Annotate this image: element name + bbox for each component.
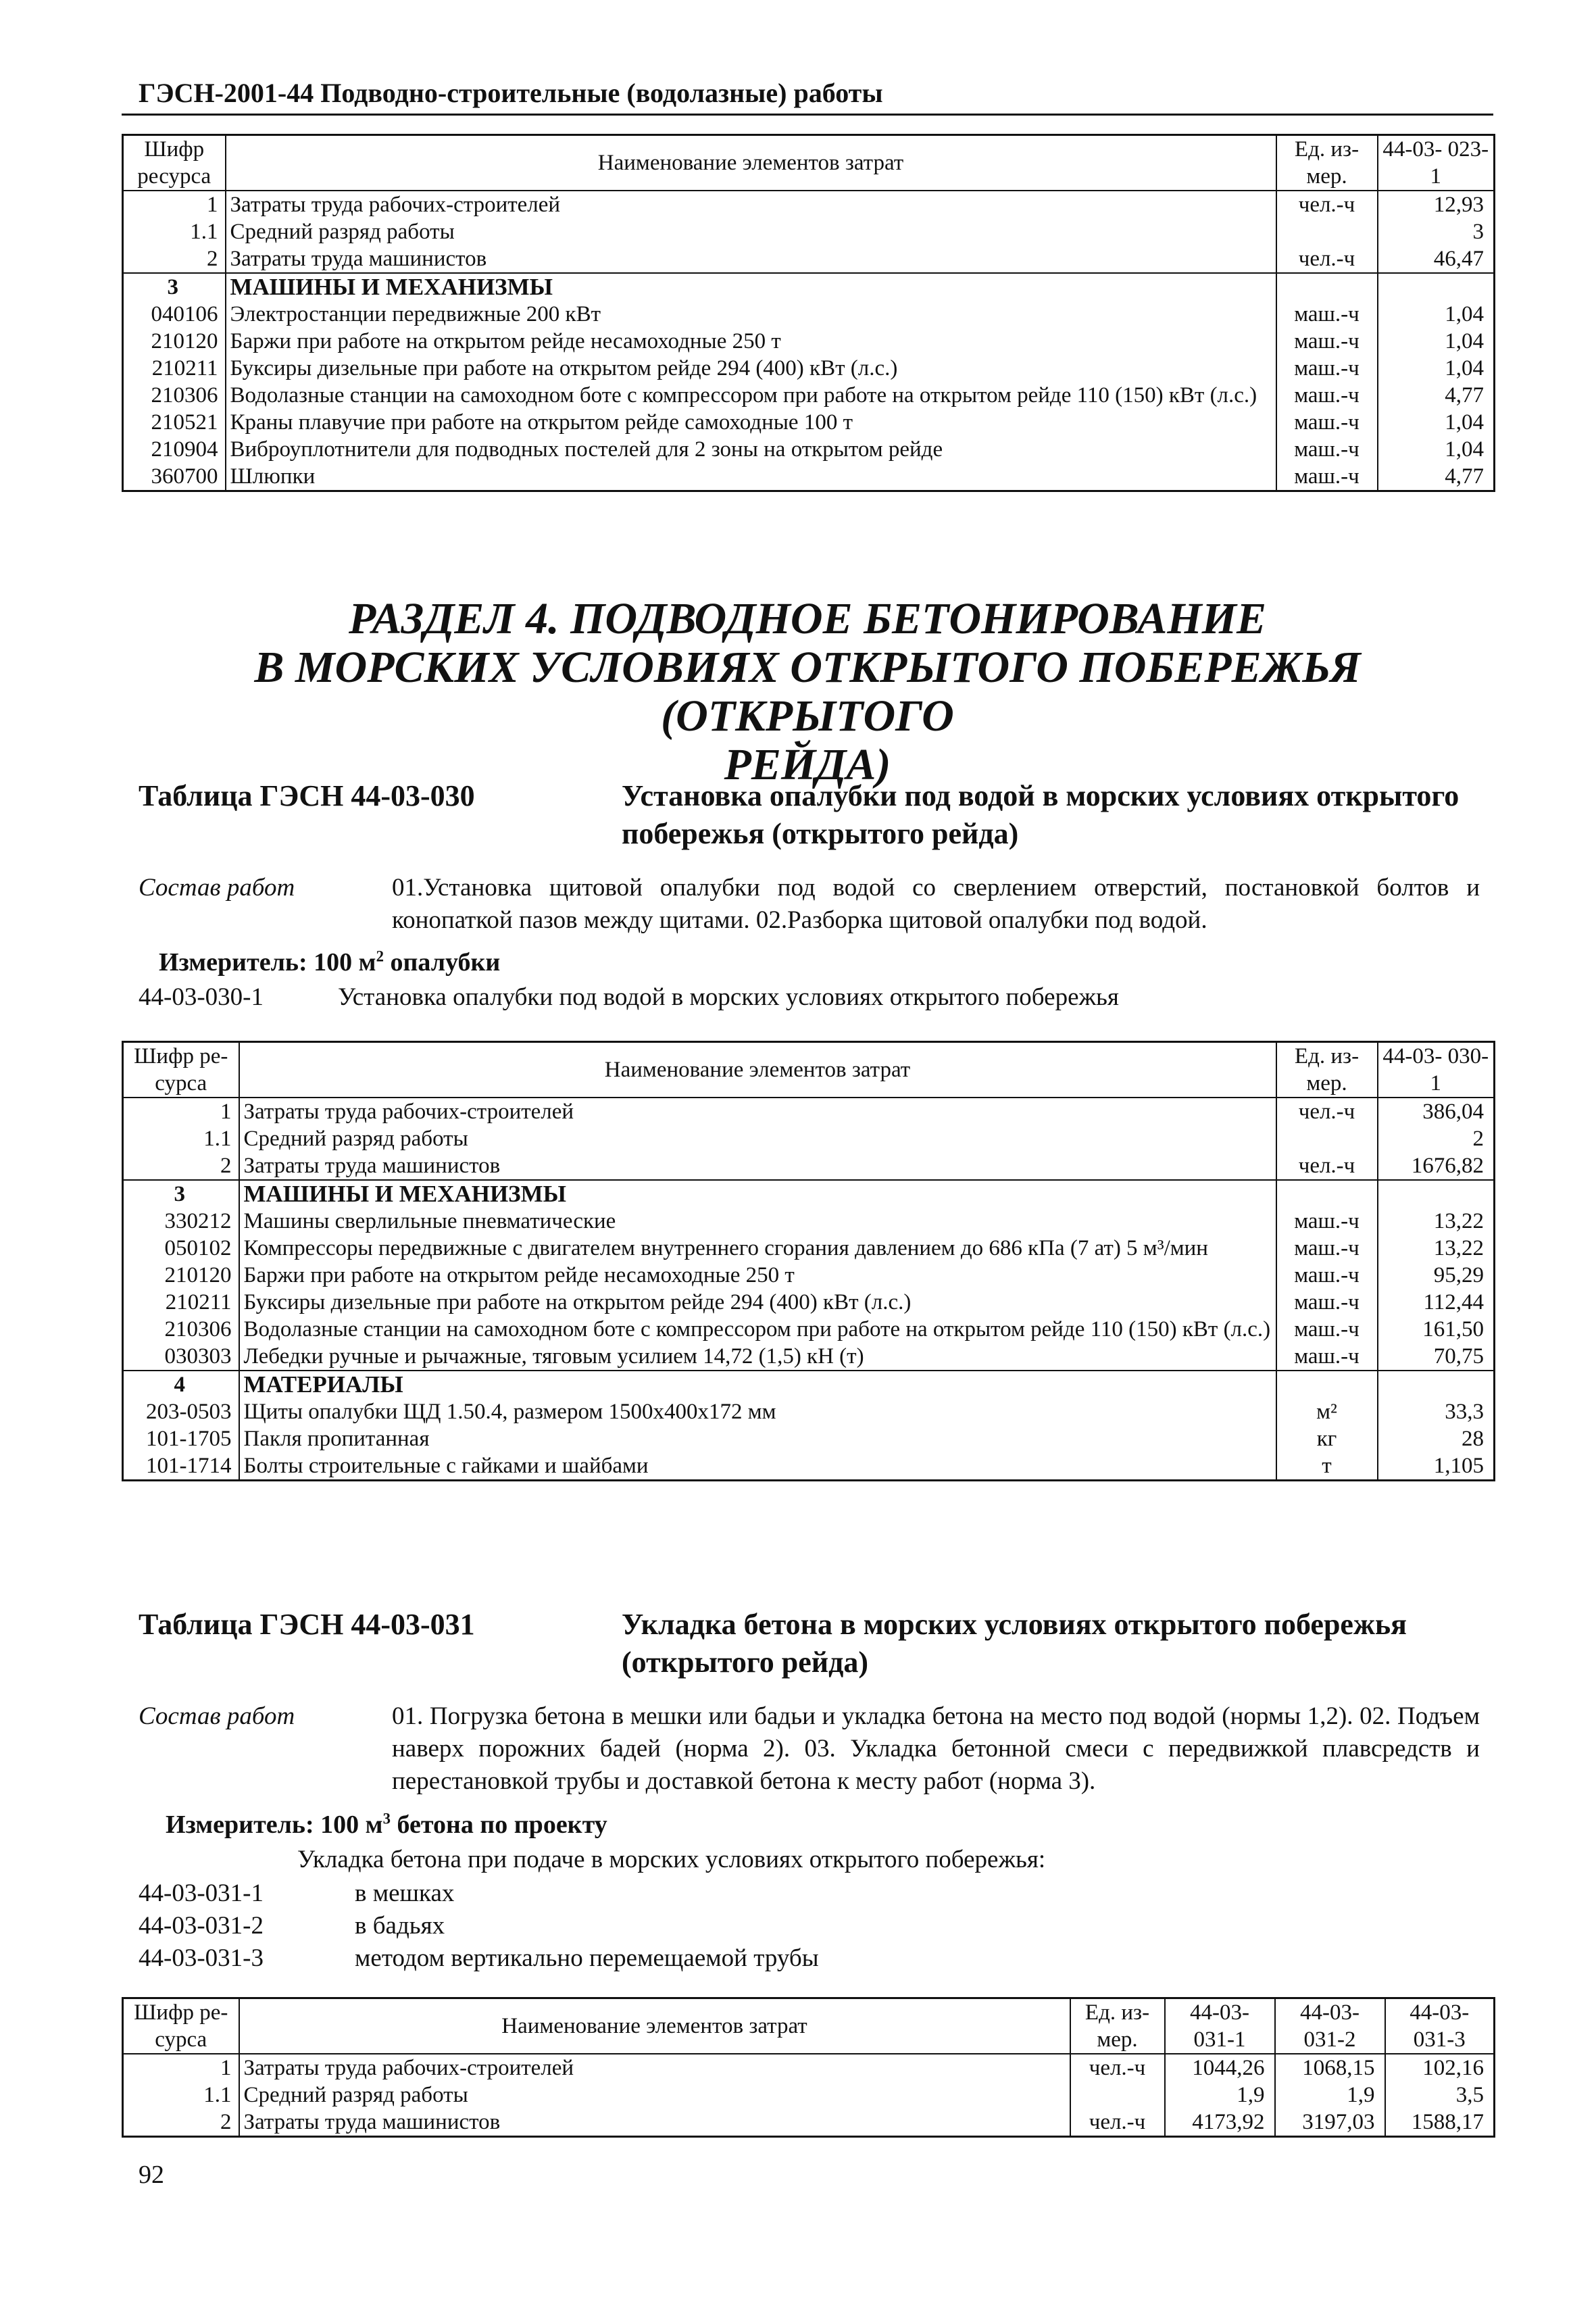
- row-value: 33,3: [1378, 1398, 1495, 1425]
- row-unit: [1276, 1371, 1378, 1398]
- row-name: Средний разряд работы: [239, 2082, 1070, 2109]
- running-header: ГЭСН-2001-44 Подводно-строительные (водолазные) работы: [139, 78, 883, 108]
- row-value: 1,04: [1378, 328, 1495, 355]
- composition-text: 01. Погрузка бетона в мешки или бадьи и укладка бетона на место под водой (нормы 1,2). 02. Подъем наверх порожних бадей (норма 2). 03. Укладка бетонной смеси с передвижкой плавсредств и перестановкой трубы и доставкой бетона к месту работ (норма 3).: [392, 1702, 1480, 1795]
- row-unit: [1276, 273, 1378, 301]
- row-value: [1378, 1371, 1495, 1398]
- row-code: 3: [123, 1180, 239, 1208]
- table-row: [123, 218, 1495, 245]
- col-header-value: 44-03- 030-1: [1378, 1042, 1495, 1098]
- row-unit: чел.-ч: [1276, 245, 1378, 273]
- row-unit: [1276, 218, 1378, 245]
- table-row: [123, 1343, 1495, 1371]
- meter-sup: 3: [382, 1810, 391, 1827]
- norm-code: 44-03-031-3: [139, 1944, 264, 1972]
- row-code: 2: [123, 245, 226, 273]
- row-unit: [1276, 1180, 1378, 1208]
- table-label: Таблица ГЭСН 44-03-031: [139, 1608, 475, 1641]
- row-unit: чел.-ч: [1070, 2054, 1165, 2082]
- table-row: [123, 1452, 1495, 1481]
- norm-code: 44-03-031-1: [139, 1879, 264, 1907]
- row-code: 1: [123, 2054, 239, 2082]
- meter-suffix: опалубки: [383, 948, 501, 977]
- norm-intro: Укладка бетона при подаче в морских условиях открытого побережья:: [297, 1846, 1046, 1873]
- col-header-value: 44-03- 031-3: [1385, 1998, 1495, 2054]
- row-code: 210521: [123, 409, 226, 436]
- norm-text: методом вертикально перемещаемой трубы: [355, 1944, 819, 1972]
- composition-label: Состав работ: [139, 1702, 295, 1730]
- row-name: Шлюпки: [226, 463, 1276, 491]
- table-section-row: [123, 273, 1495, 301]
- table-row: [123, 1235, 1495, 1262]
- row-name: Виброуплотнители для подводных постелей для 2 зоны на открытом рейде: [226, 436, 1276, 463]
- row-code: 4: [123, 1371, 239, 1398]
- table-row: [123, 1425, 1495, 1452]
- cost-table-030: [122, 1041, 1495, 1481]
- row-code: 2: [123, 2109, 239, 2137]
- row-unit: маш.-ч: [1276, 463, 1378, 491]
- row-unit: [1070, 2082, 1165, 2109]
- table-section-row: [123, 1371, 1495, 1398]
- meter-suffix: бетона по проекту: [390, 1811, 607, 1839]
- row-value: 4,77: [1378, 463, 1495, 491]
- row-value: [1378, 1180, 1495, 1208]
- row-code: 1: [123, 1098, 239, 1125]
- table-row: [123, 2109, 1495, 2137]
- row-unit: чел.-ч: [1276, 191, 1378, 218]
- row-code: 360700: [123, 463, 226, 491]
- norm-text: в бадьях: [355, 1912, 445, 1940]
- row-code: 210211: [123, 355, 226, 382]
- table-row: [123, 1398, 1495, 1425]
- col-header-unit: Ед. из- мер.: [1070, 1998, 1165, 2054]
- row-unit: маш.-ч: [1276, 328, 1378, 355]
- col-header-name: Наименование элементов затрат: [239, 1042, 1276, 1098]
- meter-sup: 2: [376, 947, 384, 965]
- row-value: 3,5: [1385, 2082, 1495, 2109]
- row-value: 1676,82: [1378, 1152, 1495, 1180]
- row-name: Затраты труда рабочих-строителей: [239, 1098, 1276, 1125]
- section-title-line: В МОРСКИХ УСЛОВИЯХ ОТКРЫТОГО ПОБЕРЕЖЬЯ (ОТКРЫТОГО: [254, 643, 1361, 741]
- row-value: 1,9: [1275, 2082, 1385, 2109]
- col-header-unit: Ед. из- мер.: [1276, 1042, 1378, 1098]
- col-header-name: Наименование элементов затрат: [239, 1998, 1070, 2054]
- section-title-line: РЕЙДА): [724, 740, 891, 789]
- col-header-code: Шифр ре- сурса: [123, 1042, 239, 1098]
- col-header-unit: Ед. из- мер.: [1276, 135, 1378, 191]
- row-unit: маш.-ч: [1276, 355, 1378, 382]
- row-name: МАШИНЫ И МЕХАНИЗМЫ: [239, 1180, 1276, 1208]
- meter-prefix: Измеритель: 100 м: [166, 1811, 383, 1839]
- row-code: 210211: [123, 1289, 239, 1316]
- row-name: Буксиры дизельные при работе на открытом рейде 294 (400) кВт (л.с.): [239, 1289, 1276, 1316]
- row-name: Краны плавучие при работе на открытом рейде самоходные 100 т: [226, 409, 1276, 436]
- row-value: 1,04: [1378, 355, 1495, 382]
- composition-label: Состав работ: [139, 874, 295, 902]
- row-name: МАШИНЫ И МЕХАНИЗМЫ: [226, 273, 1276, 301]
- row-name: Щиты опалубки ЩД 1.50.4, размером 1500х400х172 мм: [239, 1398, 1276, 1425]
- meter: [166, 1808, 607, 1841]
- row-code: 210120: [123, 328, 226, 355]
- row-value: 1,04: [1378, 301, 1495, 328]
- row-unit: маш.-ч: [1276, 1316, 1378, 1343]
- row-value: 28: [1378, 1425, 1495, 1452]
- row-unit: кг: [1276, 1425, 1378, 1452]
- norm-text: Установка опалубки под водой в морских условиях открытого побережья: [338, 983, 1119, 1011]
- col-header-name: Наименование элементов затрат: [226, 135, 1276, 191]
- norm-text: в мешках: [355, 1879, 455, 1907]
- row-value: 112,44: [1378, 1289, 1495, 1316]
- row-unit: маш.-ч: [1276, 1262, 1378, 1289]
- row-value: 102,16: [1385, 2054, 1495, 2082]
- row-name: Затраты труда машинистов: [226, 245, 1276, 273]
- row-unit: маш.-ч: [1276, 436, 1378, 463]
- row-name: Пакля пропитанная: [239, 1425, 1276, 1452]
- norm-code: 44-03-030-1: [139, 983, 264, 1011]
- row-unit: чел.-ч: [1276, 1152, 1378, 1180]
- row-name: Компрессоры передвижные с двигателем внутреннего сгорания давлением до 686 кПа (7 ат) 5 м³/мин: [239, 1235, 1276, 1262]
- row-code: 040106: [123, 301, 226, 328]
- row-code: 030303: [123, 1343, 239, 1371]
- cost-table-031: [122, 1997, 1495, 2138]
- row-value: 1,105: [1378, 1452, 1495, 1481]
- row-unit: т: [1276, 1452, 1378, 1481]
- cost-table-023: [122, 134, 1495, 492]
- row-name: Водолазные станции на самоходном боте с компрессором при работе на открытом рейде 110 (150) кВт (л.с.): [239, 1316, 1276, 1343]
- row-unit: маш.-ч: [1276, 1235, 1378, 1262]
- table-row: [123, 1316, 1495, 1343]
- row-value: 3197,03: [1275, 2109, 1385, 2137]
- table-row: [123, 2082, 1495, 2109]
- row-value: 4173,92: [1165, 2109, 1275, 2137]
- row-name: Затраты труда машинистов: [239, 2109, 1070, 2137]
- row-unit: маш.-ч: [1276, 1289, 1378, 1316]
- row-name: Электростанции передвижные 200 кВт: [226, 301, 1276, 328]
- table-row: [123, 1152, 1495, 1180]
- row-name: Баржи при работе на открытом рейде несамоходные 250 т: [239, 1262, 1276, 1289]
- row-name: Средний разряд работы: [239, 1125, 1276, 1152]
- row-value: 386,04: [1378, 1098, 1495, 1125]
- row-value: [1378, 273, 1495, 301]
- row-name: Машины сверлильные пневматические: [239, 1208, 1276, 1235]
- row-name: Средний разряд работы: [226, 218, 1276, 245]
- table-row: [123, 328, 1495, 355]
- table-row: [123, 355, 1495, 382]
- row-value: 1,04: [1378, 436, 1495, 463]
- table-row: [123, 1289, 1495, 1316]
- row-name: МАТЕРИАЛЫ: [239, 1371, 1276, 1398]
- row-unit: маш.-ч: [1276, 409, 1378, 436]
- page-number: 92: [139, 2161, 164, 2189]
- row-value: 4,77: [1378, 382, 1495, 409]
- composition-text: 01.Установка щитовой опалубки под водой со сверлением отверстий, постановкой болтов и конопаткой пазов между щитами. 02.Разборка щитовой опалубки под водой.: [392, 874, 1480, 934]
- row-code: 330212: [123, 1208, 239, 1235]
- row-name: Водолазные станции на самоходном боте с компрессором при работе на открытом рейде 110 (150) кВт (л.с.): [226, 382, 1276, 409]
- table-title: Установка опалубки под водой в морских условиях открытого побережья (открытого рейда): [622, 779, 1460, 850]
- row-code: 210306: [123, 382, 226, 409]
- col-header-code: Шифр ресурса: [123, 135, 226, 191]
- row-code: 050102: [123, 1235, 239, 1262]
- table-row: [123, 409, 1495, 436]
- row-name: Затраты труда рабочих-строителей: [226, 191, 1276, 218]
- table-row: [123, 1262, 1495, 1289]
- meter-prefix: Измеритель: 100 м: [159, 948, 376, 977]
- row-code: 1.1: [123, 1125, 239, 1152]
- row-value: 1068,15: [1275, 2054, 1385, 2082]
- row-value: 1588,17: [1385, 2109, 1495, 2137]
- table-row: [123, 463, 1495, 491]
- row-code: 210904: [123, 436, 226, 463]
- row-unit: маш.-ч: [1276, 1343, 1378, 1371]
- row-code: 210306: [123, 1316, 239, 1343]
- row-code: 3: [123, 273, 226, 301]
- row-unit: м²: [1276, 1398, 1378, 1425]
- row-value: 1,04: [1378, 409, 1495, 436]
- row-name: Болты строительные с гайками и шайбами: [239, 1452, 1276, 1481]
- row-value: 46,47: [1378, 245, 1495, 273]
- row-name: Затраты труда машинистов: [239, 1152, 1276, 1180]
- row-unit: [1276, 1125, 1378, 1152]
- row-value: 2: [1378, 1125, 1495, 1152]
- row-code: 101-1705: [123, 1425, 239, 1452]
- row-name: Буксиры дизельные при работе на открытом рейде 294 (400) кВт (л.с.): [226, 355, 1276, 382]
- col-header-value: 44-03- 031-2: [1275, 1998, 1385, 2054]
- row-unit: маш.-ч: [1276, 301, 1378, 328]
- row-unit: чел.-ч: [1070, 2109, 1165, 2137]
- row-value: 161,50: [1378, 1316, 1495, 1343]
- row-code: 1.1: [123, 218, 226, 245]
- row-value: 70,75: [1378, 1343, 1495, 1371]
- header-rule: [122, 114, 1493, 116]
- row-name: Лебедки ручные и рычажные, тяговым усилием 14,72 (1,5) кН (т): [239, 1343, 1276, 1371]
- row-value: 3: [1378, 218, 1495, 245]
- row-code: 101-1714: [123, 1452, 239, 1481]
- section-title: [122, 595, 1493, 789]
- table-row: [123, 1208, 1495, 1235]
- row-unit: чел.-ч: [1276, 1098, 1378, 1125]
- row-code: 210120: [123, 1262, 239, 1289]
- row-name: Затраты труда рабочих-строителей: [239, 2054, 1070, 2082]
- row-value: 12,93: [1378, 191, 1495, 218]
- table-title: Укладка бетона в морских условиях открытого побережья (открытого рейда): [622, 1608, 1407, 1679]
- norm-code: 44-03-031-2: [139, 1912, 264, 1940]
- row-code: 2: [123, 1152, 239, 1180]
- section-title-line: РАЗДЕЛ 4. ПОДВОДНОЕ БЕТОНИРОВАНИЕ: [348, 594, 1267, 643]
- table-row: [123, 245, 1495, 273]
- table-row: [123, 301, 1495, 328]
- row-value: 13,22: [1378, 1235, 1495, 1262]
- row-unit: маш.-ч: [1276, 382, 1378, 409]
- table-section-row: [123, 1180, 1495, 1208]
- col-header-value: 44-03- 031-1: [1165, 1998, 1275, 2054]
- row-code: 1: [123, 191, 226, 218]
- row-value: 1044,26: [1165, 2054, 1275, 2082]
- meter: [159, 946, 500, 979]
- col-header-value: 44-03- 023-1: [1378, 135, 1495, 191]
- row-value: 13,22: [1378, 1208, 1495, 1235]
- row-code: 1.1: [123, 2082, 239, 2109]
- table-label: Таблица ГЭСН 44-03-030: [139, 779, 475, 812]
- table-row: [123, 2054, 1495, 2082]
- table-row: [123, 382, 1495, 409]
- row-name: Баржи при работе на открытом рейде несамоходные 250 т: [226, 328, 1276, 355]
- row-value: 1,9: [1165, 2082, 1275, 2109]
- table-row: [123, 191, 1495, 218]
- row-code: 203-0503: [123, 1398, 239, 1425]
- row-value: 95,29: [1378, 1262, 1495, 1289]
- row-unit: маш.-ч: [1276, 1208, 1378, 1235]
- table-row: [123, 436, 1495, 463]
- table-row: [123, 1098, 1495, 1125]
- table-row: [123, 1125, 1495, 1152]
- col-header-code: Шифр ре- сурса: [123, 1998, 239, 2054]
